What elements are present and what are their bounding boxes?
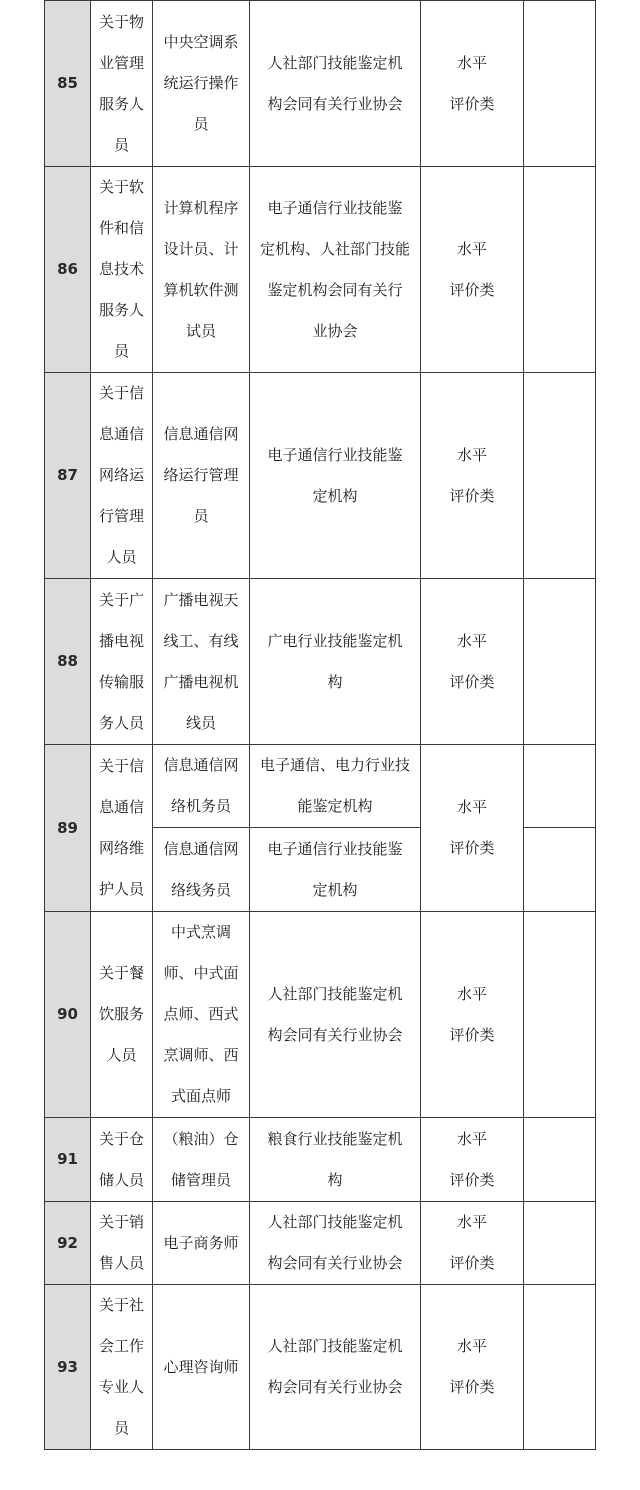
occupation-cell-line: 络机务员 bbox=[170, 797, 231, 815]
occupation-cell-line: 信息通信网 bbox=[163, 839, 239, 858]
occupation-cell-line: 员 bbox=[193, 115, 209, 133]
category-cell-line: 关于仓 bbox=[98, 1129, 144, 1148]
occupation-cell-line: 络运行管理 bbox=[163, 466, 239, 484]
agency-cell-line: 定机构、人社部门技能 bbox=[259, 239, 410, 258]
evaluation-type-cell bbox=[421, 1285, 524, 1450]
agency-cell-line: 广电行业技能鉴定机 bbox=[267, 631, 403, 650]
agency-cell-line: 构会同有关行业协会 bbox=[267, 1378, 403, 1396]
row-number: 89 bbox=[45, 745, 91, 912]
occupation-cell-line: 试员 bbox=[185, 321, 216, 340]
agency-cell-line: 构 bbox=[327, 1170, 343, 1189]
evaluation-type-cell bbox=[421, 745, 524, 912]
empty-cell bbox=[524, 373, 596, 579]
occupation-cell bbox=[153, 1, 250, 167]
occupation-cell-line: 中式烹调 bbox=[170, 923, 231, 941]
agency-cell-line: 电子通信行业技能鉴 bbox=[267, 445, 403, 464]
category-cell bbox=[91, 912, 153, 1118]
category-cell-line: 储人员 bbox=[98, 1170, 144, 1189]
category-cell-line: 关于信 bbox=[98, 384, 144, 402]
agency-cell-line: 人社部门技能鉴定机 bbox=[267, 984, 403, 1003]
category-cell bbox=[91, 1, 153, 167]
agency-cell-line: 电子通信行业技能鉴 bbox=[267, 839, 403, 858]
occupation-cell-line: 线工、有线 bbox=[163, 631, 239, 650]
occupation-cell-line: 点师、西式 bbox=[163, 1005, 239, 1023]
empty-cell bbox=[524, 912, 596, 1118]
agency-cell bbox=[250, 1202, 421, 1285]
agency-cell-line: 鉴定机构会同有关行 bbox=[267, 280, 403, 299]
occupation-cell bbox=[153, 1202, 250, 1285]
occupation-cell-line: 储管理员 bbox=[170, 1170, 231, 1189]
category-cell-line: 员 bbox=[113, 342, 129, 360]
evaluation-type-cell-line: 评价类 bbox=[449, 94, 495, 113]
occupation-cell-line: 式面点师 bbox=[170, 1087, 231, 1105]
category-cell-line: 专业人 bbox=[98, 1378, 144, 1396]
evaluation-type-cell-line: 评价类 bbox=[449, 1378, 495, 1396]
evaluation-type-cell-line: 水平 bbox=[456, 53, 487, 72]
occupation-cell-line: 心理咨询师 bbox=[163, 1357, 239, 1376]
table-row bbox=[45, 1118, 596, 1202]
category-cell-line: 传输服 bbox=[98, 672, 144, 691]
category-cell bbox=[91, 579, 153, 745]
occupation-cell-line: 线员 bbox=[185, 713, 216, 732]
occupation-table bbox=[44, 0, 596, 1450]
table-row bbox=[45, 912, 596, 1118]
category-cell-line: 关于物 bbox=[98, 12, 144, 31]
empty-cell bbox=[524, 745, 596, 828]
occupation-cell-line: 中央空调系 bbox=[163, 33, 239, 51]
table-row bbox=[45, 745, 596, 828]
category-cell bbox=[91, 1118, 153, 1202]
table-row bbox=[45, 167, 596, 373]
evaluation-type-cell-line: 评价类 bbox=[449, 1025, 495, 1044]
occupation-cell-line: 师、中式面 bbox=[163, 964, 239, 982]
evaluation-type-cell bbox=[421, 912, 524, 1118]
category-cell-line: 关于软 bbox=[98, 178, 144, 196]
agency-cell bbox=[250, 912, 421, 1118]
category-cell-line: 息技术 bbox=[98, 260, 144, 278]
agency-cell-line: 电子通信、电力行业技 bbox=[259, 756, 410, 774]
row-number: 90 bbox=[45, 912, 91, 1118]
row-number: 88 bbox=[45, 579, 91, 745]
occupation-cell-line: 设计员、计 bbox=[163, 239, 239, 258]
evaluation-type-cell bbox=[421, 167, 524, 373]
category-cell-line: 员 bbox=[113, 1419, 129, 1437]
category-cell-line: 饮服务 bbox=[98, 1005, 144, 1023]
row-number: 85 bbox=[45, 1, 91, 167]
occupation-cell bbox=[153, 912, 250, 1118]
agency-cell-line: 人社部门技能鉴定机 bbox=[267, 1337, 403, 1355]
table-row bbox=[45, 1202, 596, 1285]
agency-cell-line: 构会同有关行业协会 bbox=[267, 94, 403, 113]
evaluation-type-cell-line: 水平 bbox=[456, 1129, 487, 1148]
evaluation-type-cell-line: 评价类 bbox=[449, 672, 495, 691]
agency-cell-line: 定机构 bbox=[312, 880, 358, 899]
evaluation-type-cell bbox=[421, 1118, 524, 1202]
agency-cell-line: 人社部门技能鉴定机 bbox=[267, 53, 403, 72]
occupation-cell-line: （粮油）仓 bbox=[163, 1129, 239, 1148]
category-cell-line: 网络运 bbox=[98, 466, 144, 484]
agency-cell bbox=[250, 1, 421, 167]
occupation-cell-line: 信息通信网 bbox=[163, 756, 239, 774]
empty-cell bbox=[524, 167, 596, 373]
empty-cell bbox=[524, 579, 596, 745]
category-cell bbox=[91, 745, 153, 912]
category-cell-line: 网络维 bbox=[98, 839, 144, 857]
evaluation-type-cell-line: 评价类 bbox=[449, 280, 495, 299]
evaluation-type-cell-line: 水平 bbox=[456, 1213, 487, 1231]
category-cell-line: 服务人 bbox=[98, 301, 144, 319]
category-cell-line: 务人员 bbox=[98, 713, 144, 732]
category-cell bbox=[91, 373, 153, 579]
agency-cell bbox=[250, 373, 421, 579]
agency-cell-line: 构会同有关行业协会 bbox=[267, 1254, 403, 1272]
category-cell-line: 件和信 bbox=[98, 219, 144, 237]
agency-cell-line: 人社部门技能鉴定机 bbox=[267, 1213, 403, 1231]
category-cell-line: 护人员 bbox=[98, 880, 144, 898]
occupation-cell-line: 计算机程序 bbox=[163, 198, 239, 217]
agency-cell-line: 构 bbox=[327, 672, 343, 691]
empty-cell bbox=[524, 1, 596, 167]
agency-cell bbox=[250, 745, 421, 828]
category-cell-line: 会工作 bbox=[98, 1337, 144, 1355]
category-cell-line: 关于广 bbox=[98, 590, 144, 609]
category-cell bbox=[91, 167, 153, 373]
category-cell-line: 业管理 bbox=[98, 53, 144, 72]
evaluation-type-cell-line: 水平 bbox=[456, 445, 487, 464]
occupation-cell bbox=[153, 579, 250, 745]
occupation-cell bbox=[153, 373, 250, 579]
row-number: 92 bbox=[45, 1202, 91, 1285]
occupation-cell-line: 广播电视机 bbox=[163, 672, 239, 691]
occupation-cell bbox=[153, 1118, 250, 1202]
evaluation-type-cell-line: 水平 bbox=[456, 631, 487, 650]
occupation-cell bbox=[153, 1285, 250, 1450]
category-cell-line: 售人员 bbox=[98, 1254, 144, 1272]
agency-cell-line: 能鉴定机构 bbox=[297, 797, 373, 815]
empty-cell bbox=[524, 1285, 596, 1450]
row-number: 86 bbox=[45, 167, 91, 373]
category-cell-line: 息通信 bbox=[98, 798, 144, 816]
category-cell-line: 行管理 bbox=[98, 507, 144, 525]
agency-cell-line: 粮食行业技能鉴定机 bbox=[267, 1129, 403, 1148]
evaluation-type-cell-line: 评价类 bbox=[449, 839, 495, 857]
occupation-cell bbox=[153, 167, 250, 373]
occupation-cell-line: 络线务员 bbox=[170, 880, 231, 899]
category-cell-line: 关于社 bbox=[98, 1296, 144, 1314]
category-cell-line: 息通信 bbox=[98, 425, 144, 443]
evaluation-type-cell-line: 水平 bbox=[456, 1337, 487, 1355]
occupation-cell-line: 电子商务师 bbox=[163, 1233, 239, 1252]
evaluation-type-cell-line: 评价类 bbox=[449, 486, 495, 505]
agency-cell-line: 定机构 bbox=[312, 486, 358, 505]
category-cell-line: 服务人 bbox=[98, 94, 144, 113]
category-cell-line: 人员 bbox=[106, 548, 137, 566]
agency-cell bbox=[250, 1118, 421, 1202]
table-row bbox=[45, 1, 596, 167]
category-cell-line: 关于销 bbox=[98, 1213, 144, 1231]
category-cell bbox=[91, 1202, 153, 1285]
agency-cell-line: 业协会 bbox=[312, 321, 358, 340]
agency-cell bbox=[250, 828, 421, 912]
agency-cell bbox=[250, 167, 421, 373]
table-row bbox=[45, 373, 596, 579]
occupation-cell-line: 信息通信网 bbox=[163, 425, 239, 443]
agency-cell bbox=[250, 579, 421, 745]
evaluation-type-cell bbox=[421, 373, 524, 579]
occupation-cell bbox=[153, 828, 250, 912]
table-row bbox=[45, 579, 596, 745]
occupation-cell-line: 统运行操作 bbox=[163, 74, 239, 92]
empty-cell bbox=[524, 1202, 596, 1285]
empty-cell bbox=[524, 1118, 596, 1202]
empty-cell bbox=[524, 828, 596, 912]
evaluation-type-cell bbox=[421, 1, 524, 167]
occupation-cell-line: 广播电视天 bbox=[163, 590, 239, 609]
occupation-cell-line: 员 bbox=[193, 507, 209, 525]
category-cell-line: 员 bbox=[113, 135, 129, 154]
category-cell-line: 关于餐 bbox=[98, 964, 144, 982]
agency-cell bbox=[250, 1285, 421, 1450]
category-cell-line: 播电视 bbox=[98, 631, 144, 650]
agency-cell-line: 构会同有关行业协会 bbox=[267, 1025, 403, 1044]
evaluation-type-cell-line: 水平 bbox=[456, 984, 487, 1003]
evaluation-type-cell-line: 水平 bbox=[456, 239, 487, 258]
category-cell bbox=[91, 1285, 153, 1450]
category-cell-line: 人员 bbox=[106, 1046, 137, 1064]
evaluation-type-cell-line: 评价类 bbox=[449, 1254, 495, 1272]
occupation-cell bbox=[153, 745, 250, 828]
occupation-cell-line: 烹调师、西 bbox=[163, 1046, 239, 1064]
evaluation-type-cell-line: 评价类 bbox=[449, 1170, 495, 1189]
row-number: 93 bbox=[45, 1285, 91, 1450]
row-number: 91 bbox=[45, 1118, 91, 1202]
category-cell-line: 关于信 bbox=[98, 757, 144, 775]
evaluation-type-cell bbox=[421, 579, 524, 745]
evaluation-type-cell bbox=[421, 1202, 524, 1285]
table-row bbox=[45, 1285, 596, 1450]
evaluation-type-cell-line: 水平 bbox=[456, 798, 487, 816]
occupation-cell-line: 算机软件测 bbox=[163, 280, 239, 299]
agency-cell-line: 电子通信行业技能鉴 bbox=[267, 198, 403, 217]
row-number: 87 bbox=[45, 373, 91, 579]
